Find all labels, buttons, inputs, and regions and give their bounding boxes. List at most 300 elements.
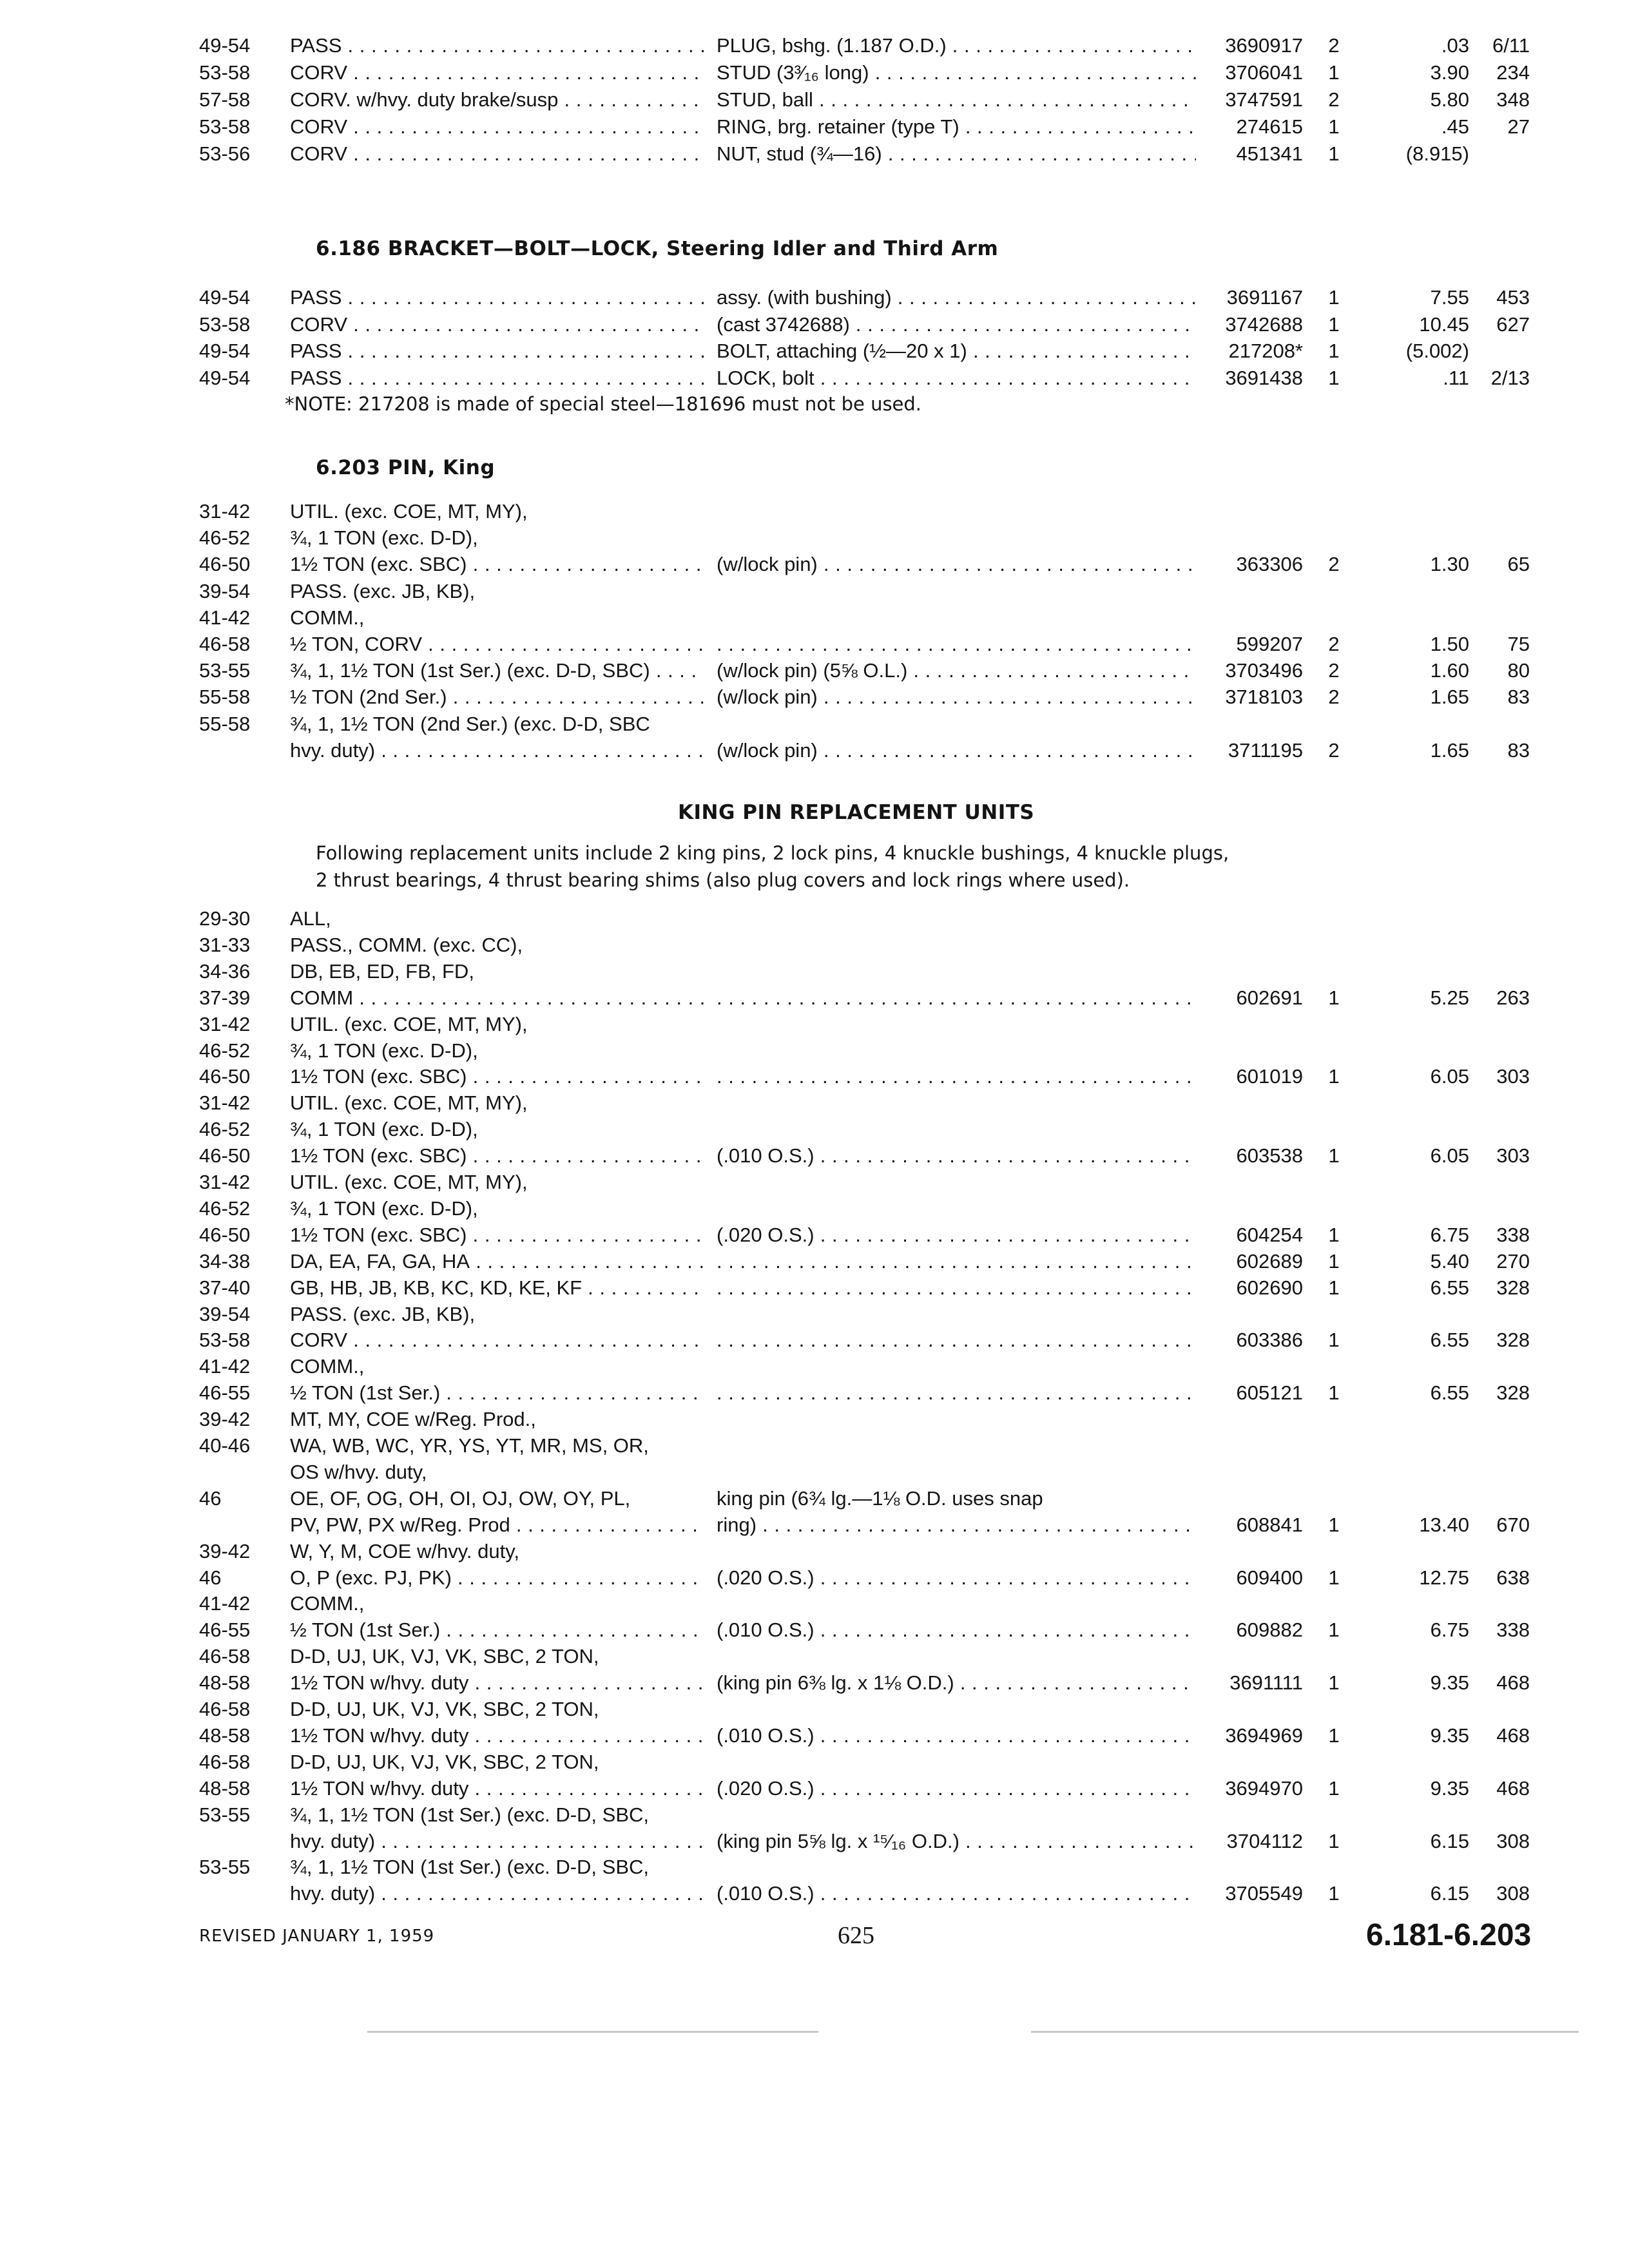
model-application: OE, OF, OG, OH, OI, OJ, OW, OY, PL, xyxy=(290,1486,631,1510)
part-row xyxy=(0,1063,1629,1090)
model-application: COMM . . . xyxy=(290,985,704,1012)
quantity: 1 xyxy=(1328,1144,1340,1168)
list-price: 1.65 xyxy=(1430,686,1469,709)
part-row xyxy=(0,1880,1629,1907)
part-description xyxy=(717,1327,1196,1354)
model-application: PV, PW, PX w/Reg. Prod . . . xyxy=(290,1512,704,1539)
part-row xyxy=(0,140,1629,168)
model-application: COMM., xyxy=(290,606,365,629)
part-description: (.010 O.S.) . . . xyxy=(717,1142,1196,1169)
part-description: (w/lock pin) (5⅝ O.L.) . . . xyxy=(717,657,1196,684)
part-number: 3691438 xyxy=(1225,366,1303,389)
quantity: 1 xyxy=(1328,115,1340,138)
model-application: WA, WB, WC, YR, YS, YT, MR, MS, OR, xyxy=(290,1434,649,1457)
list-price: 3.90 xyxy=(1430,61,1469,84)
model-application: PASS., COMM. (exc. CC), xyxy=(290,933,523,956)
part-row xyxy=(0,1353,1629,1380)
model-application: PASS . . . xyxy=(290,284,704,311)
part-row xyxy=(0,932,1629,959)
quantity: 2 xyxy=(1328,659,1340,682)
list-price: 6.75 xyxy=(1430,1223,1469,1246)
part-number: 217208* xyxy=(1228,340,1303,362)
part-row xyxy=(0,1432,1629,1459)
model-application: CORV . . . xyxy=(290,59,704,86)
quantity: 1 xyxy=(1328,1776,1340,1800)
part-description: (w/lock pin) . . . xyxy=(717,737,1196,764)
model-application: UTIL. (exc. COE, MT, MY), xyxy=(290,500,528,523)
steel-note: *NOTE: 217208 is made of special steel—181696 must not be used. xyxy=(285,393,922,415)
part-description: BOLT, attaching (½—20 x 1) . . . xyxy=(717,338,1196,365)
model-years: 46-55 xyxy=(199,1619,251,1642)
model-application: PASS. (exc. JB, KB), xyxy=(290,579,476,602)
quantity: 2 xyxy=(1328,34,1340,57)
model-application: D-D, UJ, UK, VJ, VK, SBC, 2 TON, xyxy=(290,1698,599,1720)
model-years: 55-58 xyxy=(199,712,251,735)
part-row xyxy=(0,338,1629,365)
model-application: ¾, 1 TON (exc. D-D), xyxy=(290,1118,478,1141)
model-application: 1½ TON (exc. SBC) . . . xyxy=(290,1063,704,1090)
quantity: 1 xyxy=(1328,61,1340,84)
part-description: (king pin 6⅜ lg. x 1⅛ O.D.) . . . xyxy=(717,1669,1196,1696)
list-price: 13.40 xyxy=(1419,1513,1469,1536)
model-years: 40-46 xyxy=(199,1434,251,1457)
price-code: 670 xyxy=(1496,1513,1530,1536)
model-application: CORV . . . xyxy=(290,311,704,338)
price-code: 468 xyxy=(1496,1776,1530,1800)
price-code: 348 xyxy=(1496,88,1530,111)
list-price: 1.50 xyxy=(1430,633,1469,655)
list-price: .03 xyxy=(1441,34,1469,57)
replacement-heading: KING PIN REPLACEMENT UNITS xyxy=(678,801,1035,824)
model-years: 46-58 xyxy=(199,633,251,655)
model-years: 39-54 xyxy=(199,579,251,602)
model-years: 46-58 xyxy=(199,1750,251,1773)
model-years: 49-54 xyxy=(199,340,251,362)
part-description: (.020 O.S.) . . . xyxy=(717,1775,1196,1802)
part-row xyxy=(0,1828,1629,1855)
price-code: 308 xyxy=(1496,1829,1530,1852)
part-row xyxy=(0,365,1629,392)
part-row xyxy=(0,1195,1629,1222)
part-number: 608841 xyxy=(1236,1513,1303,1536)
model-application: CORV . . . xyxy=(290,1327,704,1354)
model-years: 46-52 xyxy=(199,1196,251,1220)
section-heading-6186: 6.186 BRACKET—BOLT—LOCK, Steering Idler and Third Arm xyxy=(316,237,999,260)
model-application: O, P (exc. PJ, PK) . . . xyxy=(290,1564,704,1591)
model-application: PASS . . . xyxy=(290,338,704,365)
list-price: 5.80 xyxy=(1430,88,1469,111)
quantity: 2 xyxy=(1328,553,1340,576)
part-row xyxy=(0,1512,1629,1539)
model-application: GB, HB, JB, KB, KC, KD, KE, KF . . . xyxy=(290,1274,704,1302)
price-code: 453 xyxy=(1496,286,1530,309)
model-application: CORV. w/hvy. duty brake/susp . . . xyxy=(290,86,704,113)
model-application: ½ TON (1st Ser.) . . . xyxy=(290,1617,704,1644)
model-years: 46-50 xyxy=(199,1065,251,1088)
model-years: 29-30 xyxy=(199,907,251,930)
model-years: 31-33 xyxy=(199,933,251,956)
model-years: 55-58 xyxy=(199,686,251,709)
model-years: 46-58 xyxy=(199,1698,251,1720)
model-application: COMM., xyxy=(290,1592,365,1615)
model-application: CORV . . . xyxy=(290,113,704,140)
model-years: 34-36 xyxy=(199,959,251,983)
list-price: 7.55 xyxy=(1430,286,1469,309)
model-years: 57-58 xyxy=(199,88,251,111)
model-application: UTIL. (exc. COE, MT, MY), xyxy=(290,1091,528,1115)
model-application: W, Y, M, COE w/hvy. duty, xyxy=(290,1539,520,1562)
part-row xyxy=(0,1301,1629,1328)
model-years: 53-58 xyxy=(199,1329,251,1352)
model-years: 31-42 xyxy=(199,1091,251,1115)
list-price: 6.55 xyxy=(1430,1381,1469,1405)
quantity: 1 xyxy=(1328,366,1340,389)
model-application: 1½ TON (exc. SBC) . . . xyxy=(290,551,704,578)
model-years: 41-42 xyxy=(199,1355,251,1378)
part-row xyxy=(0,284,1629,311)
part-number: 3705549 xyxy=(1225,1882,1303,1905)
part-row xyxy=(0,604,1629,631)
part-row xyxy=(0,657,1629,684)
quantity: 1 xyxy=(1328,1329,1340,1352)
price-code: 328 xyxy=(1496,1329,1530,1352)
part-row xyxy=(0,1564,1629,1591)
model-years: 37-39 xyxy=(199,986,251,1009)
part-row xyxy=(0,1802,1629,1829)
part-row xyxy=(0,551,1629,578)
price-code: 83 xyxy=(1507,686,1530,709)
list-price: 5.40 xyxy=(1430,1249,1469,1273)
part-row xyxy=(0,32,1629,59)
model-years: 46 xyxy=(199,1566,222,1589)
part-description: (.010 O.S.) . . . xyxy=(717,1880,1196,1907)
model-application: PASS . . . xyxy=(290,365,704,392)
part-row xyxy=(0,1090,1629,1117)
model-application: CORV . . . xyxy=(290,140,704,168)
model-years: 46-52 xyxy=(199,1118,251,1141)
part-description: LOCK, bolt . . . xyxy=(717,365,1196,392)
part-row xyxy=(0,59,1629,86)
model-years: 53-55 xyxy=(199,1856,251,1879)
part-row xyxy=(0,958,1629,985)
quantity: 1 xyxy=(1328,1829,1340,1852)
part-row xyxy=(0,684,1629,711)
model-years: 49-54 xyxy=(199,286,251,309)
model-application: ¾, 1, 1½ TON (1st Ser.) (exc. D-D, SBC, xyxy=(290,1803,650,1826)
part-number: 602689 xyxy=(1236,1249,1303,1273)
part-description: (king pin 5⅝ lg. x ¹⁵⁄₁₆ O.D.) . . . xyxy=(717,1828,1196,1855)
section-heading-6203: 6.203 PIN, King xyxy=(316,456,496,479)
model-application: ¾, 1 TON (exc. D-D), xyxy=(290,1196,478,1220)
scan-artifact-left xyxy=(367,2031,818,2033)
list-price: 12.75 xyxy=(1419,1566,1469,1589)
quantity: 1 xyxy=(1328,1671,1340,1695)
list-price: 1.60 xyxy=(1430,659,1469,682)
model-application: ½ TON (1st Ser.) . . . xyxy=(290,1379,704,1407)
part-number: 3704112 xyxy=(1226,1829,1303,1852)
model-application: ALL, xyxy=(290,907,331,930)
model-years: 39-42 xyxy=(199,1408,251,1431)
part-row xyxy=(0,1485,1629,1512)
price-code: 263 xyxy=(1496,986,1530,1009)
part-row xyxy=(0,1669,1629,1696)
model-application: hvy. duty) . . . xyxy=(290,737,704,764)
part-number: 3711195 xyxy=(1228,738,1303,762)
model-application: PASS. (exc. JB, KB), xyxy=(290,1302,476,1325)
quantity: 1 xyxy=(1328,312,1340,336)
model-application: ¾, 1 TON (exc. D-D), xyxy=(290,526,478,550)
list-price: .45 xyxy=(1441,115,1469,138)
list-price: 10.45 xyxy=(1419,312,1469,336)
model-application: ¾, 1, 1½ TON (1st Ser.) (exc. D-D, SBC, xyxy=(290,1856,650,1879)
model-years: 31-42 xyxy=(199,1012,251,1035)
list-price: 6.55 xyxy=(1430,1276,1469,1299)
part-description: (.020 O.S.) . . . xyxy=(717,1222,1196,1249)
replacement-intro: Following replacement units include 2 king pins, 2 lock pins, 4 knuckle bushings, 4 knuckle plugs, 2 thrust bearings, 4 thrust bearing shims (also plug covers and lock rings where used). xyxy=(316,842,1229,891)
quantity: 1 xyxy=(1328,986,1340,1009)
part-row xyxy=(0,1169,1629,1196)
part-row xyxy=(0,905,1629,932)
price-code: 638 xyxy=(1496,1566,1530,1589)
model-years: 31-42 xyxy=(199,500,251,523)
model-years: 48-58 xyxy=(199,1776,251,1800)
part-description: RING, brg. retainer (type T) . . . xyxy=(717,113,1196,140)
part-number: 604254 xyxy=(1236,1223,1303,1246)
model-years: 46-50 xyxy=(199,553,251,576)
list-price: 1.65 xyxy=(1430,738,1469,762)
list-price: 6.05 xyxy=(1430,1144,1469,1168)
quantity: 1 xyxy=(1328,1249,1340,1273)
part-row xyxy=(0,1590,1629,1617)
list-price: 5.25 xyxy=(1430,986,1469,1009)
list-price: 6.05 xyxy=(1430,1065,1469,1088)
model-application: D-D, UJ, UK, VJ, VK, SBC, 2 TON, xyxy=(290,1645,599,1668)
model-years: 39-54 xyxy=(199,1302,251,1325)
part-description xyxy=(717,1248,1196,1275)
price-code: 328 xyxy=(1496,1276,1530,1299)
price-code: 65 xyxy=(1507,553,1530,576)
part-row xyxy=(0,737,1629,764)
quantity: 1 xyxy=(1328,1381,1340,1405)
part-description: STUD (3³⁄₁₆ long) . . . xyxy=(717,59,1196,86)
price-code: 270 xyxy=(1496,1249,1530,1273)
model-years: 34-38 xyxy=(199,1249,251,1273)
price-code: 627 xyxy=(1496,312,1530,336)
part-number: 3690917 xyxy=(1225,34,1303,57)
price-code: 83 xyxy=(1507,738,1530,762)
quantity: 1 xyxy=(1328,1276,1340,1299)
quantity: 1 xyxy=(1328,286,1340,309)
list-price: 1.30 xyxy=(1430,553,1469,576)
part-row xyxy=(0,1643,1629,1670)
model-application: 1½ TON (exc. SBC) . . . xyxy=(290,1142,704,1169)
model-years: 37-40 xyxy=(199,1276,251,1299)
model-years: 53-58 xyxy=(199,312,251,336)
part-row xyxy=(0,1116,1629,1143)
part-row xyxy=(0,711,1629,738)
part-description xyxy=(717,1274,1196,1302)
scan-artifact-right xyxy=(1031,2031,1579,2033)
price-code: 468 xyxy=(1496,1724,1530,1747)
section-range: 6.181-6.203 xyxy=(1366,1918,1532,1952)
price-code: 234 xyxy=(1496,61,1530,84)
list-price: (8.915) xyxy=(1405,142,1469,165)
part-description: (.010 O.S.) . . . xyxy=(717,1617,1196,1644)
part-number: 609400 xyxy=(1236,1566,1303,1589)
part-description: king pin (6¾ lg.—1⅛ O.D. uses snap xyxy=(717,1486,1043,1510)
part-row xyxy=(0,985,1629,1012)
part-description xyxy=(717,1063,1196,1090)
list-price: 9.35 xyxy=(1430,1671,1469,1695)
part-number: 599207 xyxy=(1236,633,1303,655)
model-years: 53-55 xyxy=(199,659,251,682)
quantity: 2 xyxy=(1328,633,1340,655)
part-number: 3691111 xyxy=(1229,1671,1303,1695)
quantity: 1 xyxy=(1328,340,1340,362)
price-code: 328 xyxy=(1496,1381,1530,1405)
part-description: NUT, stud (¾—16) . . . xyxy=(717,140,1196,168)
part-number: 609882 xyxy=(1236,1619,1303,1642)
part-number: 3691167 xyxy=(1226,286,1303,309)
part-description xyxy=(717,985,1196,1012)
model-application: ½ TON, CORV . . . xyxy=(290,631,704,658)
part-row xyxy=(0,1696,1629,1723)
part-row xyxy=(0,1248,1629,1275)
quantity: 1 xyxy=(1328,1882,1340,1905)
part-description: (w/lock pin) . . . xyxy=(717,684,1196,711)
model-years: 41-42 xyxy=(199,606,251,629)
model-application: 1½ TON w/hvy. duty . . . xyxy=(290,1722,704,1749)
model-years: 46-50 xyxy=(199,1144,251,1168)
part-row xyxy=(0,1538,1629,1565)
part-number: 274615 xyxy=(1236,115,1303,138)
model-years: 48-58 xyxy=(199,1671,251,1695)
part-row xyxy=(0,1037,1629,1064)
model-application: 1½ TON (exc. SBC) . . . xyxy=(290,1222,704,1249)
model-years: 46 xyxy=(199,1486,222,1510)
model-application: ¾, 1, 1½ TON (1st Ser.) (exc. D-D, SBC) . . . xyxy=(290,657,704,684)
model-years: 53-58 xyxy=(199,61,251,84)
quantity: 2 xyxy=(1328,686,1340,709)
part-row xyxy=(0,578,1629,605)
quantity: 1 xyxy=(1328,142,1340,165)
list-price: 6.15 xyxy=(1430,1882,1469,1905)
part-row xyxy=(0,1142,1629,1169)
quantity: 1 xyxy=(1328,1223,1340,1246)
model-application: UTIL. (exc. COE, MT, MY), xyxy=(290,1012,528,1035)
part-number: 603386 xyxy=(1236,1329,1303,1352)
price-code: 303 xyxy=(1496,1144,1530,1168)
part-description: (.010 O.S.) . . . xyxy=(717,1722,1196,1749)
part-row xyxy=(0,1749,1629,1776)
model-years: 46-55 xyxy=(199,1381,251,1405)
model-years: 53-55 xyxy=(199,1803,251,1826)
part-row xyxy=(0,1011,1629,1038)
part-row xyxy=(0,1379,1629,1407)
quantity: 1 xyxy=(1328,1566,1340,1589)
part-number: 3706041 xyxy=(1225,61,1303,84)
list-price: .11 xyxy=(1443,366,1469,389)
quantity: 1 xyxy=(1328,1724,1340,1747)
quantity: 1 xyxy=(1328,1065,1340,1088)
list-price: 6.75 xyxy=(1430,1619,1469,1642)
model-years: 53-58 xyxy=(199,115,251,138)
model-years: 49-54 xyxy=(199,366,251,389)
revised-date: REVISED JANUARY 1, 1959 xyxy=(199,1927,435,1946)
model-years: 41-42 xyxy=(199,1592,251,1615)
part-number: 602691 xyxy=(1236,986,1303,1009)
list-price: 6.15 xyxy=(1430,1829,1469,1852)
part-description xyxy=(717,1379,1196,1407)
model-years: 49-54 xyxy=(199,34,251,57)
model-application: D-D, UJ, UK, VJ, VK, SBC, 2 TON, xyxy=(290,1750,599,1773)
part-row xyxy=(0,498,1629,525)
model-application: OS w/hvy. duty, xyxy=(290,1460,427,1483)
model-application: UTIL. (exc. COE, MT, MY), xyxy=(290,1171,528,1193)
part-number: 3694970 xyxy=(1225,1776,1303,1800)
part-row xyxy=(0,86,1629,113)
part-description: PLUG, bshg. (1.187 O.D.) . . . xyxy=(717,32,1196,59)
part-row xyxy=(0,631,1629,658)
list-price: 9.35 xyxy=(1430,1776,1469,1800)
part-row xyxy=(0,1459,1629,1486)
part-number: 3718103 xyxy=(1225,686,1303,709)
part-description: assy. (with bushing) . . . xyxy=(717,284,1196,311)
model-years: 46-52 xyxy=(199,1039,251,1062)
quantity: 2 xyxy=(1328,88,1340,111)
part-number: 603538 xyxy=(1236,1144,1303,1168)
part-row xyxy=(0,1775,1629,1802)
part-number: 363306 xyxy=(1236,553,1303,576)
quantity: 1 xyxy=(1328,1619,1340,1642)
list-price: 6.55 xyxy=(1430,1329,1469,1352)
price-code: 2/13 xyxy=(1490,366,1530,389)
part-description: ring) . . . xyxy=(717,1512,1196,1539)
model-application: hvy. duty) . . . xyxy=(290,1828,704,1855)
price-code: 27 xyxy=(1507,115,1530,138)
page-number: 625 xyxy=(838,1922,874,1949)
part-number: 601019 xyxy=(1236,1065,1303,1088)
price-code: 338 xyxy=(1496,1619,1530,1642)
quantity: 2 xyxy=(1328,738,1340,762)
part-row xyxy=(0,311,1629,338)
model-application: DB, EB, ED, FB, FD, xyxy=(290,959,474,983)
model-application: ½ TON (2nd Ser.) . . . xyxy=(290,684,704,711)
part-row xyxy=(0,1327,1629,1354)
part-number: 602690 xyxy=(1236,1276,1303,1299)
part-row xyxy=(0,1274,1629,1302)
model-application: PASS . . . xyxy=(290,32,704,59)
part-row xyxy=(0,113,1629,140)
price-code: 308 xyxy=(1496,1882,1530,1905)
model-application: ¾, 1, 1½ TON (2nd Ser.) (exc. D-D, SBC xyxy=(290,712,650,735)
part-description: (.020 O.S.) . . . xyxy=(717,1564,1196,1591)
part-number: 3694969 xyxy=(1225,1724,1303,1747)
price-code: 80 xyxy=(1507,659,1530,682)
part-number: 605121 xyxy=(1236,1381,1303,1405)
part-row xyxy=(0,1222,1629,1249)
model-years: 39-42 xyxy=(199,1539,251,1562)
part-number: 3747591 xyxy=(1225,88,1303,111)
model-years: 53-56 xyxy=(199,142,251,165)
model-application: DA, EA, FA, GA, HA . . . xyxy=(290,1248,704,1275)
price-code: 338 xyxy=(1496,1223,1530,1246)
model-application: 1½ TON w/hvy. duty . . . xyxy=(290,1669,704,1696)
model-application: MT, MY, COE w/Reg. Prod., xyxy=(290,1408,536,1431)
price-code: 303 xyxy=(1496,1065,1530,1088)
part-number: 451341 xyxy=(1236,142,1303,165)
price-code: 6/11 xyxy=(1492,34,1530,57)
